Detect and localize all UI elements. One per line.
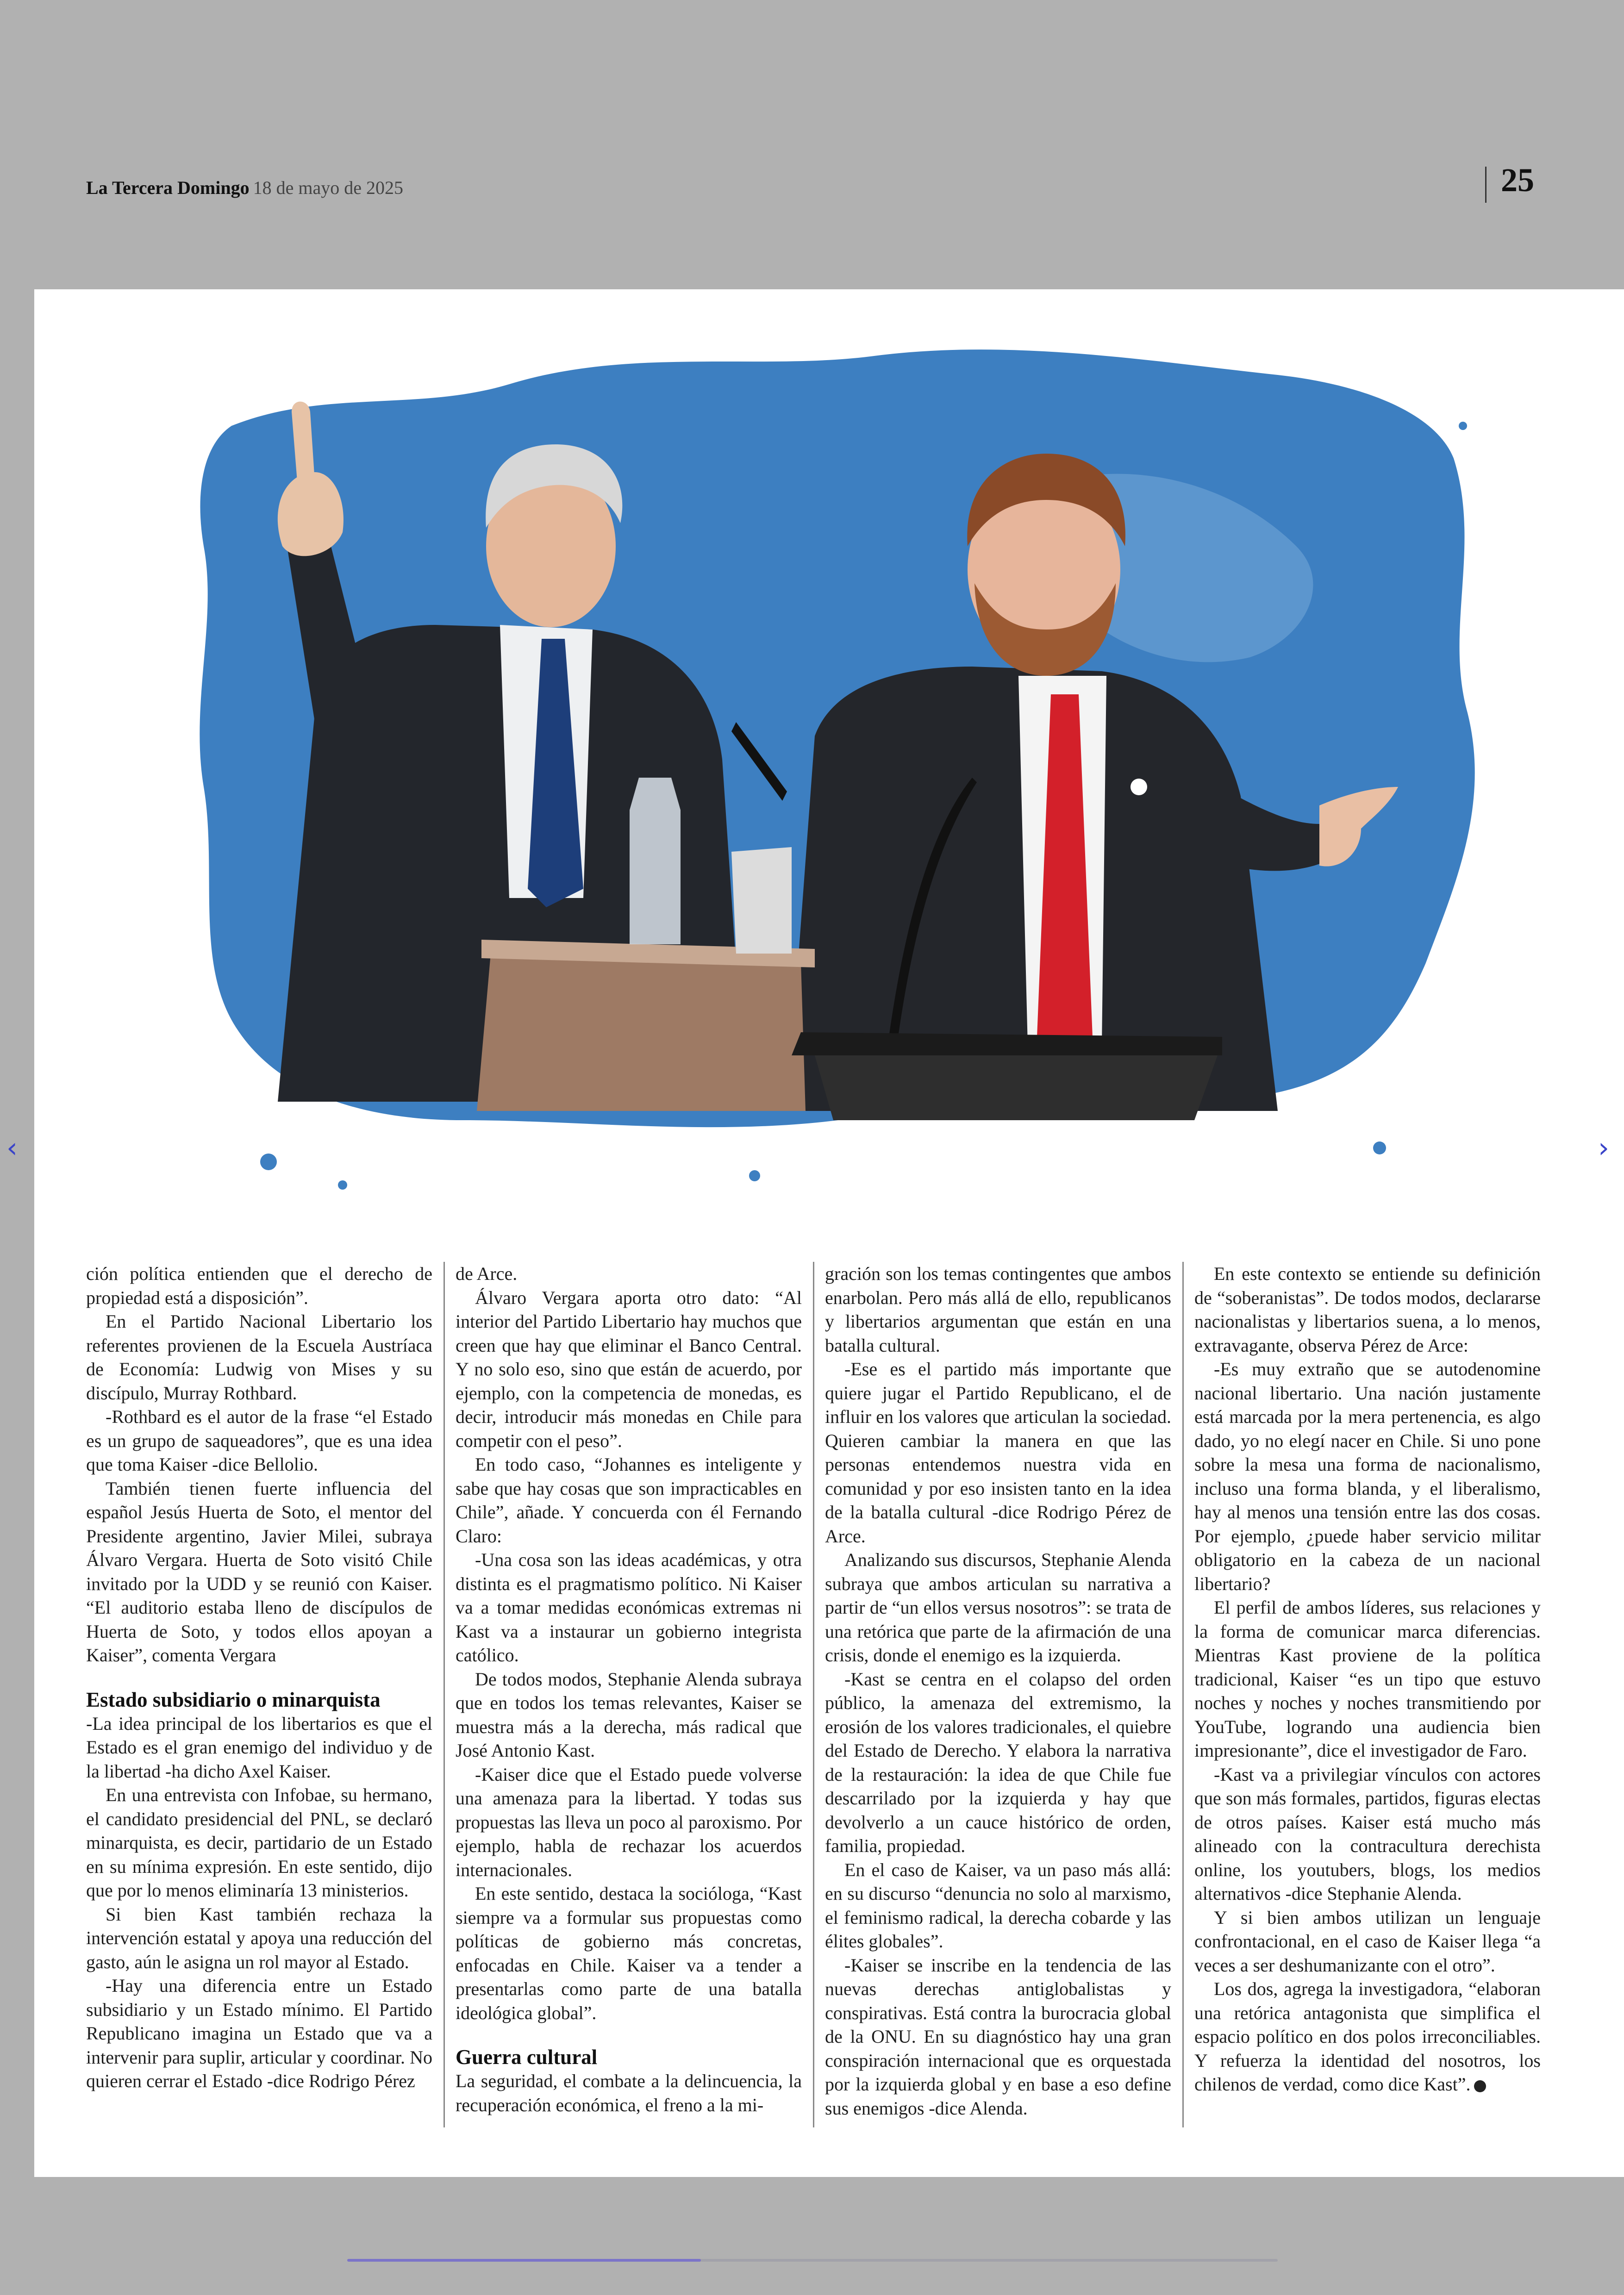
column-divider	[1182, 1262, 1184, 2127]
paragraph: -Kaiser dice que el Estado puede volverse una amenaza para la libertad. Y todas sus propuestas las lleva un poco al paroxismo. Por ejemplo, habla de rechazar los acuerdos internacionales.	[456, 1764, 802, 1880]
paragraph: Si bien Kast también rechaza la intervención estatal y apoya una reducción del gasto, aún le asigna un rol mayor al Estado.	[86, 1903, 432, 1972]
paragraph: gración son los temas contingentes que ambos enarbolan. Pero más allá de ello, republicanos y libertarios argumentan que están en una batalla cultural.	[825, 1263, 1171, 1356]
paragraph: -Kast se centra en el colapso del orden público, la amenaza del extremismo, la erosión de los valores tradicionales, el quiebre del Estado de Derecho. Y elabora la narrativa de la restauración: la idea de que Chile fue descarrilado por la izquierda y hay que devolverlo a un cauce histórico de orden, familia, propiedad.	[825, 1668, 1171, 1856]
page-header	[0, 0, 1624, 289]
podium-right-body	[815, 1055, 1218, 1120]
paragraph: Y si bien ambos utilizan un lenguaje confrontacional, en el caso de Kaiser llega “a veces a ser deshumanizante con el otro”.	[1194, 1907, 1541, 1976]
publication-date: 18 de mayo de 2025	[253, 177, 403, 198]
splash-drop	[338, 1180, 347, 1190]
section-heading: Guerra cultural	[456, 2046, 598, 2069]
water-bottle	[630, 778, 681, 944]
article-column-4	[1194, 1262, 1541, 2127]
paragraph: -Hay una diferencia entre un Estado subsidiario y un Estado mínimo. El Partido Republicano imagina un Estado que va a intervenir para suplir, articular y coordinar. No quieren cerrar el Estado -dice Rodrigo Pérez	[86, 1975, 432, 2091]
previous-page-icon[interactable]: ‹	[6, 1132, 18, 1164]
paragraph: En todo caso, “Johannes es inteligente y sabe que hay cosas que son impracticables en Chile”, añade. Y concuerda con él Fernando Claro:	[456, 1454, 802, 1547]
paragraph: El perfil de ambos líderes, sus relaciones y la forma de comunicar marca diferencias. Mientras Kast proviene de la política tradicional, Kaiser “es un tipo que estuvo noches y noches y noches transmitiendo por YouTube, logrando una audiencia bien impresionante”, dice el investigador de Faro.	[1194, 1597, 1541, 1761]
paragraph: En una entrevista con Infobae, su hermano, el candidato presidencial del PNL, se declaró minarquista, es decir, partidario de un Estado en su mínima expresión. En este sentido, dijo que por lo menos eliminaría 13 ministerios.	[86, 1784, 432, 1901]
page-scrollbar-thumb[interactable]	[347, 2259, 701, 2262]
paragraph: Analizando sus discursos, Stephanie Alenda subraya que ambos articulan su narrativa a partir de “un ellos versus nosotros”: se trata de una retórica que parte de la afirmación de una crisis, donde el enemigo es la izquierda.	[825, 1549, 1171, 1665]
paragraph: En este contexto se entiende su definición de “soberanistas”. De todos modos, declararse nacionalistas y libertarios suena, a lo menos, extravagante, observa Pérez de Arce:	[1194, 1263, 1541, 1356]
page-number-divider	[1485, 167, 1487, 203]
article-photo	[176, 306, 1518, 1231]
splash-drop	[749, 1170, 760, 1181]
paragraph: ción política entienden que el derecho de propiedad está a disposición”.	[86, 1263, 432, 1308]
splash-drop	[1373, 1141, 1386, 1154]
paragraph: En el Partido Nacional Libertario los referentes provienen de la Escuela Austríaca de Economía: Ludwig von Mises y su discípulo, Murray Rothbard.	[86, 1311, 432, 1403]
paragraph-text: Los dos, agrega la investigadora, “elaboran una retórica antagonista que simplifica el espacio político en dos polos irreconciliables. Y refuerza la identidad del nosotros, los chilenos de verdad, como dice Kast”.	[1194, 1978, 1541, 2095]
paragraph: Álvaro Vergara aporta otro dato: “Al interior del Partido Libertario hay muchos que creen que hay que eliminar el Banco Central. Y no solo eso, sino que están de acuerdo, por ejemplo, con la competencia de monedas, es decir, introducir más monedas en Chile para competir con el peso”.	[456, 1287, 802, 1451]
section-heading: Estado subsidiario o minarquista	[86, 1688, 381, 1711]
publication-name: La Tercera Domingo	[86, 177, 250, 198]
article-column-1	[86, 1262, 432, 2127]
paragraph: -Kast va a privilegiar vínculos con actores que son más formales, partidos, figuras electas de otros países. Kaiser está mucho más alineado con la contracultura derechista online, los youtubers, blogs, los medios alternativos -dice Stephanie Alenda.	[1194, 1764, 1541, 1904]
paragraph: De todos modos, Stephanie Alenda subraya que en todos los temas relevantes, Kaiser se muestra más a la derecha, más radical que José Antonio Kast.	[456, 1668, 802, 1761]
column-divider	[813, 1262, 814, 2127]
publication-line	[86, 177, 403, 199]
lapel-pin	[1131, 779, 1147, 795]
article-column-2	[456, 1262, 802, 2127]
paragraph: La seguridad, el combate a la delincuencia, la recuperación económica, el freno a la mi-	[456, 2070, 802, 2115]
splash-drop	[1459, 422, 1467, 430]
paragraph: -Rothbard es el autor de la frase “el Estado es un grupo de saqueadores”, que es una idea que toma Kaiser -dice Bellolio.	[86, 1406, 432, 1475]
page-number: 25	[1501, 162, 1534, 199]
next-page-icon[interactable]: ›	[1598, 1132, 1609, 1164]
reader-footer	[0, 2177, 1624, 2295]
end-of-article-icon	[1474, 2080, 1486, 2092]
paragraph: También tienen fuerte influencia del español Jesús Huerta de Soto, el mentor del Presidente argentino, Javier Milei, subraya Álvaro Vergara. Huerta de Soto visitó Chile invitado por la UDD y se reunió con Kaiser. “El auditorio estaba lleno de discípulos de Huerta de Soto, y todos ellos apoyan a Kaiser”, comenta Vergara	[86, 1478, 432, 1665]
article-body	[86, 1262, 1540, 2132]
paragraph: -Kaiser se inscribe en la tendencia de las nuevas derechas antiglobalistas y conspirativas. Está contra la burocracia global de la ONU. En su diagnóstico hay una gran conspiración internacional que es orquestada por la izquierda global y en base a eso define sus enemigos -dice Alenda.	[825, 1954, 1171, 2119]
column-divider	[443, 1262, 445, 2127]
paragraph: -Es muy extraño que se autodenomine nacional libertario. Una nación justamente está marcada por la mera pertenencia, es algo dado, yo no elegí nacer en Chile. Si uno pone sobre la mesa una forma de nacionalismo, incluso una forma blanda, y el liberalismo, hay al menos una tensión entre las dos cosas. Por ejemplo, ¿puede haber servicio militar obligatorio en la cabeza de un nacional libertario?	[1194, 1359, 1541, 1594]
paragraph: En el caso de Kaiser, va un paso más allá: en su discurso “denuncia no solo al marxismo, el feminismo radical, la derecha cobarde y las élites globales”.	[825, 1859, 1171, 1952]
article-column-3	[825, 1262, 1171, 2127]
paragraph: de Arce.	[456, 1263, 518, 1284]
paragraph: -Ese es el partido más importante que quiere jugar el Partido Republicano, el de influir en los valores que articulan la sociedad. Quieren cambiar la manera en que las personas entendemos nuestra vida en comunidad y por eso insisten tanto en la idea de la batalla cultural -dice Rodrigo Pérez de Arce.	[825, 1359, 1171, 1547]
splash-drop	[260, 1154, 277, 1170]
paragraph: En este sentido, destaca la socióloga, “Kast siempre va a formular sus propuestas como políticas de gobierno más concretas, enfocadas en Chile. Kaiser va a tender a presentarlas como parte de una batalla ideológica global”.	[456, 1883, 802, 2023]
podium-column	[731, 847, 792, 954]
podium-left-wooden	[477, 954, 806, 1111]
paragraph: -La idea principal de los libertarios es que el Estado es el gran enemigo del individuo y de la libertad -ha dicho Axel Kaiser.	[86, 1713, 432, 1782]
page-scrollbar[interactable]	[347, 2259, 1278, 2262]
paragraph	[1194, 1977, 1541, 2096]
paragraph: -Una cosa son las ideas académicas, y otra distinta es el pragmatismo político. Ni Kaiser va a tomar medidas económicas extremas ni Kast va a instaurar un gobierno integrista católico.	[456, 1549, 802, 1665]
